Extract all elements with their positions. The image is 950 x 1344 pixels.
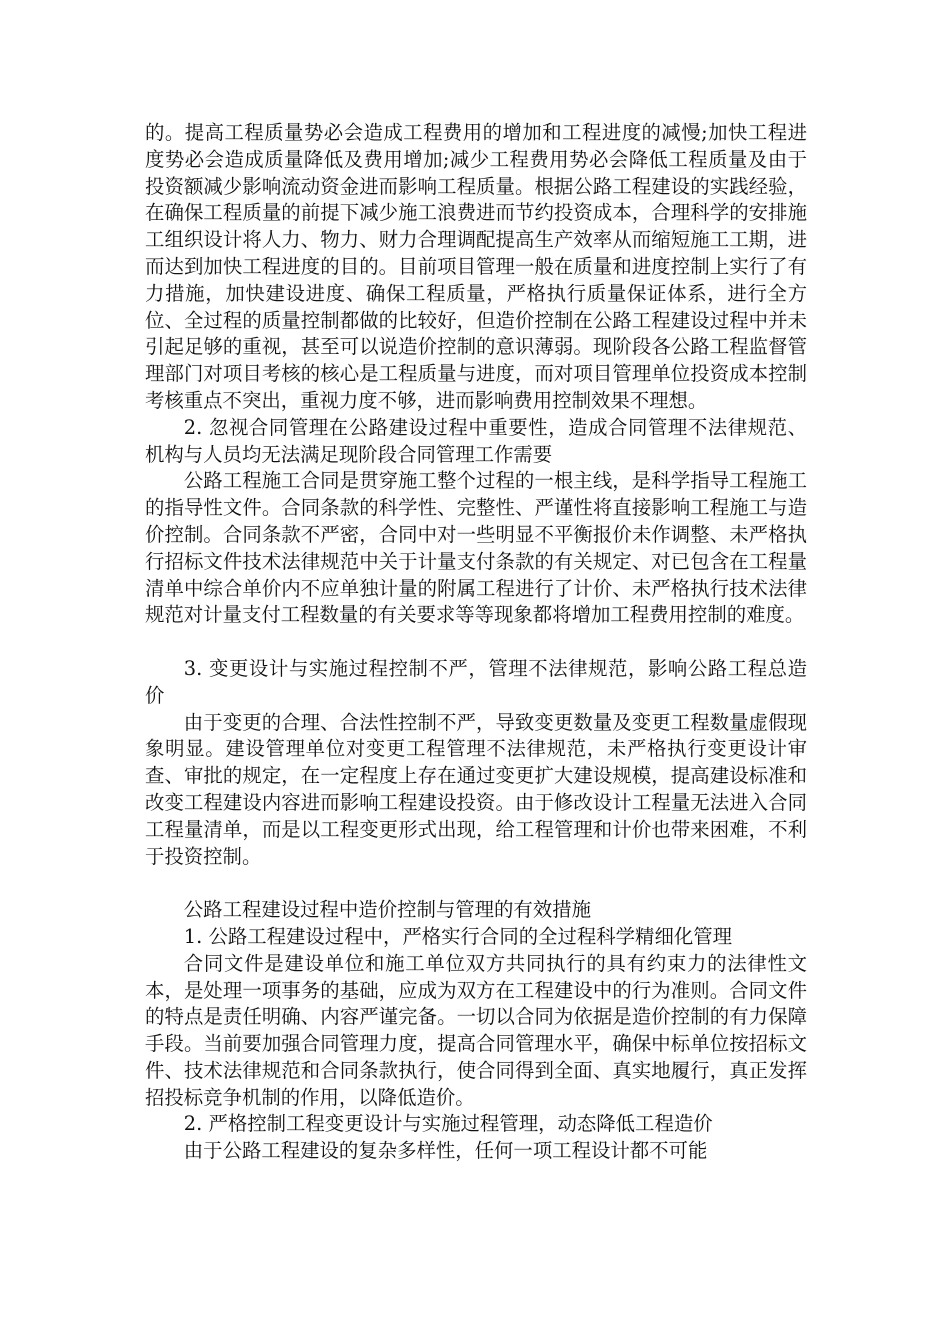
section-title-effective-measures: 公路工程建设过程中造价控制与管理的有效措施 (183, 898, 591, 922)
document-page (145, 120, 807, 1165)
paragraph-construction-contract: 公路工程施工合同是贯穿施工整个过程的一根主线，是科学指导工程施工的指导性文件。合同条款的科学性、完整性、严谨性将直接影响工程施工与造价控制。合同条款不严密，合同中对一些明显不平衡报价未作调整、未严格执行招标文件技术法律规范中关于计量支付条款的有关规定、对已包含在工程量清单中综合单价内不应单独计量的附属工程进行了计价、未严格执行技术法律规范对计量支付工程数量的有关要求等等现象都将增加工程费用控制的难度。 (145, 469, 807, 627)
heading-change-control: 2. 严格控制工程变更设计与实施过程管理，动态降低工程造价 (183, 1112, 713, 1136)
paragraph-contract-documents: 合同文件是建设单位和施工单位双方共同执行的具有约束力的法律性文本，是处理一项事务的基础，应成为双方在工程建设中的行为准则。合同文件的特点是责任明确、内容严谨完备。一切以合同为依据是造价控制的有力保障手段。当前要加强合同管理力度，提高合同管理水平，确保中标单位按招标文件、技术法律规范和合同条款执行，使合同得到全面、真实地履行，真正发挥招投标竞争机制的作用，以降低造价。 (145, 951, 807, 1109)
paragraph-project-complexity: 由于公路工程建设的复杂多样性，任何一项工程设计都不可能 (183, 1139, 708, 1163)
heading-contract-management-issue: 2. 忽视合同管理在公路建设过程中重要性，造成合同管理不法律规范、机构与人员均无法满足现阶段合同管理工作需要 (145, 415, 807, 466)
paragraph-cost-quality-tradeoff: 的。提高工程质量势必会造成工程费用的增加和工程进度的减慢;加快工程进度势必会造成质量降低及费用增加;减少工程费用势必会降低工程质量及由于投资额减少影响流动资金进而影响工程质量。根据公路工程建设的实践经验，在确保工程质量的前提下减少施工浪费进而节约投资成本，合理科学的安排施工组织设计将人力、物力、财力合理调配提高生产效率从而缩短施工工期，进而达到加快工程进度的目的。目前项目管理一般在质量和进度控制上实行了有力措施，加快建设进度、确保工程质量，严格执行质量保证体系，进行全方位、全过程的质量控制都做的比较好，但造价控制在公路工程建设过程中并未引起足够的重视，甚至可以说造价控制的意识薄弱。现阶段各公路工程监督管理部门对项目考核的核心是工程质量与进度，而对项目管理单位投资成本控制考核重点不突出，重视力度不够，进而影响费用控制效果不理想。 (145, 121, 807, 412)
paragraph-design-change: 由于变更的合理、合法性控制不严，导致变更数量及变更工程数量虚假现象明显。建设管理单位对变更工程管理不法律规范，未严格执行变更设计审查、审批的规定，在一定程度上存在通过变更扩大建设规模，提高建设标准和改变工程建设内容进而影响工程建设投资。由于修改设计工程量无法进入合同工程量清单，而是以工程变更形式出现，给工程管理和计价也带来困难，不利于投资控制。 (145, 710, 807, 868)
heading-contract-process-management: 1. 公路工程建设过程中，严格实行合同的全过程科学精细化管理 (183, 924, 733, 948)
heading-design-change-issue: 3. 变更设计与实施过程控制不严，管理不法律规范，影响公路工程总造价 (145, 656, 807, 707)
